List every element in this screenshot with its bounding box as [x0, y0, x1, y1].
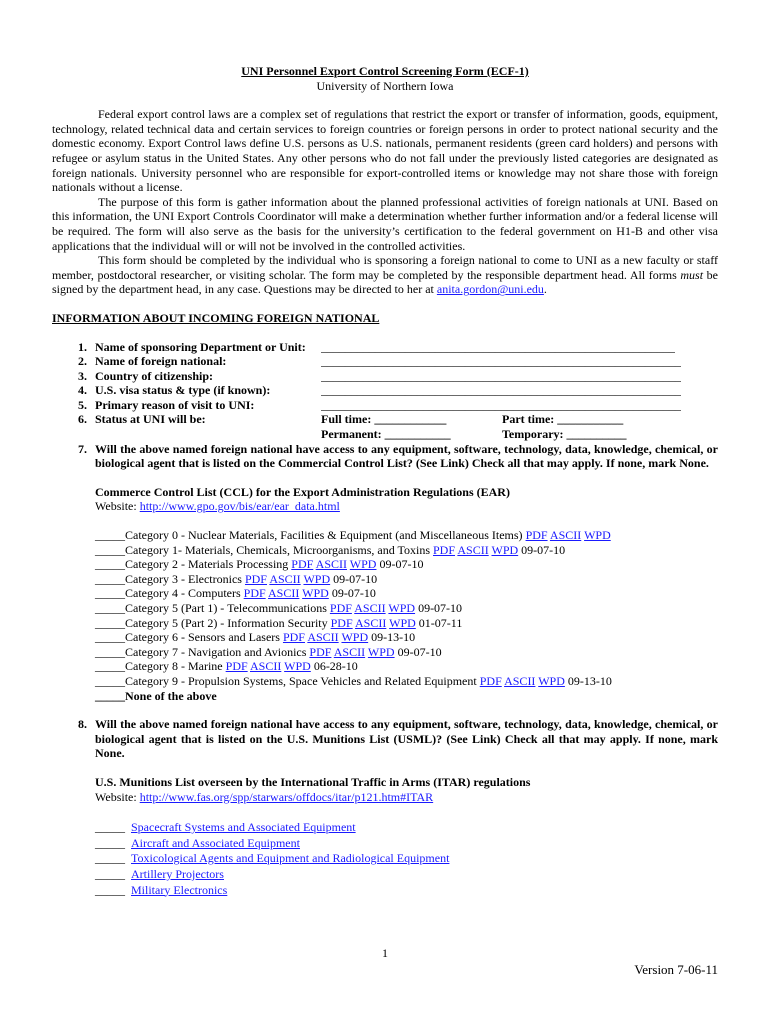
ccl-website: Website: http://www.gpo.gov/bis/ear/ear_data.html [95, 499, 340, 514]
checkbox-blank[interactable]: _____ [95, 528, 125, 543]
permanent-field[interactable]: Permanent: ___________ [321, 427, 451, 442]
pdf-link[interactable]: PDF [479, 673, 502, 688]
section-heading: INFORMATION ABOUT INCOMING FOREIGN NATIONAL [52, 310, 380, 325]
usml-title: U.S. Munitions List overseen by the International Traffic in Arms (ITAR) regulations [95, 774, 531, 789]
ascii-link[interactable]: ASCII [457, 542, 489, 557]
checkbox-blank[interactable]: _____ [95, 644, 125, 659]
pdf-link[interactable]: PDF [330, 615, 353, 630]
ccl-none-item: _____None of the above [95, 688, 217, 703]
checkbox-blank[interactable]: _____ [95, 882, 125, 897]
ascii-link[interactable]: ASCII [307, 630, 339, 645]
usml-item-link[interactable]: Artillery Projectors [131, 866, 224, 881]
intro-paragraph-2: The purpose of this form is gather information about the planned professional activities of foreign nationals at UNI. Based on this information, the UNI Export Controls Coordinator will make a determination whether further information and/or a federal license will be required. The form will also serve as the basis for the university’s certification to the federal government on H1-B and other visa applications that the individual will or will not be involved in the controlled activities. [52, 194, 718, 253]
usml-website-link[interactable]: http://www.fas.org/spp/starwars/offdocs/itar/p121.htm#ITAR [139, 789, 434, 804]
field-row: 3. Country of citizenship: ____________________________________________________________ [78, 368, 681, 383]
ccl-category-item: _____Category 9 - Propulsion Systems, Space Vehicles and Related Equipment PDF ASCII WPD 09-13-10 [95, 673, 612, 688]
ccl-category-list [95, 528, 718, 703]
ascii-link[interactable]: ASCII [268, 586, 300, 601]
pdf-link[interactable]: PDF [309, 644, 332, 659]
checkbox-blank[interactable]: _____ [95, 659, 125, 674]
pdf-link[interactable]: PDF [525, 528, 548, 543]
ascii-link[interactable]: ASCII [504, 673, 536, 688]
ccl-category-item: _____Category 7 - Navigation and Avionics PDF ASCII WPD 09-07-10 [95, 644, 442, 659]
status-row: 6. Status at UNI will be: Full time: ____________ Part time: ___________ Permanent: ___________ Temporary: __________ [78, 412, 627, 442]
wpd-link[interactable]: WPD [302, 586, 329, 601]
wpd-link[interactable]: WPD [341, 630, 369, 645]
version-label: Version 7-06-11 [634, 962, 718, 977]
pdf-link[interactable]: PDF [244, 571, 267, 586]
checkbox-blank[interactable]: _____ [95, 866, 125, 881]
form-title: UNI Personnel Export Control Screening Form (ECF-1) [241, 64, 529, 78]
field-label: Name of sponsoring Department or Unit: [95, 339, 306, 354]
wpd-link[interactable]: WPD [538, 673, 565, 688]
ccl-category-item: _____Category 5 (Part 2) - Information Security PDF ASCII WPD 01-07-11 [95, 615, 463, 630]
ascii-link[interactable]: ASCII [549, 528, 582, 543]
pdf-link[interactable]: PDF [329, 601, 352, 615]
usml-item [95, 883, 718, 899]
checkbox-blank[interactable]: _____ [95, 615, 125, 630]
usml-item [95, 851, 718, 867]
wpd-link[interactable]: WPD [303, 571, 331, 586]
contact-email-link[interactable]: anita.gordon@uni.edu [436, 282, 544, 297]
usml-item [95, 820, 718, 836]
checkbox-blank[interactable]: _____ [95, 835, 125, 850]
temporary-field[interactable]: Temporary: __________ [502, 427, 627, 442]
part-time-field[interactable]: Part time: ___________ [502, 412, 624, 427]
ccl-website-link[interactable]: http://www.gpo.gov/bis/ear/ear_data.html [139, 499, 340, 514]
ccl-category-item: _____Category 2 - Materials Processing PDF ASCII WPD 09-07-10 [95, 557, 424, 572]
field-label: U.S. visa status & type (if known): [95, 383, 271, 398]
department-input[interactable]: ___________________________________________________________ [321, 339, 675, 354]
field-list [52, 340, 718, 442]
ccl-category-item: _____Category 3 - Electronics PDF ASCII WPD 09-07-10 [95, 571, 378, 586]
ascii-link[interactable]: ASCII [250, 659, 282, 674]
intro-paragraph-3: This form should be completed by the individual who is sponsoring a foreign national to come to UNI as a new faculty or staff member, postdoctoral researcher, or visiting scholar. The form may be completed by the responsible department head. All forms must be signed by the department head, in any case. Questions may be directed to her at anita.gordon@uni.edu. [52, 253, 718, 297]
usml-item [95, 867, 718, 883]
ccl-title: Commerce Control List (CCL) for the Export Administration Regulations (EAR) [95, 484, 510, 499]
usml-item-link[interactable]: Toxicological Agents and Equipment and Radiological Equipment [131, 851, 450, 866]
ccl-category-item: _____Category 0 - Nuclear Materials, Facilities & Equipment (and Miscellaneous Items) PDF ASCII WPD [95, 528, 611, 543]
checkbox-blank[interactable]: _____ [95, 557, 125, 572]
wpd-link[interactable]: WPD [388, 601, 416, 615]
checkbox-blank[interactable]: _____ [95, 630, 125, 645]
citizenship-input[interactable]: ____________________________________________________________ [321, 368, 681, 383]
usml-block [95, 775, 718, 898]
checkbox-blank[interactable]: _____ [95, 601, 125, 615]
ccl-category-item: _____Category 6 - Sensors and Lasers PDF ASCII WPD 09-13-10 [95, 630, 416, 645]
ccl-category-item: _____Category 4 - Computers PDF ASCII WPD 09-07-10 [95, 586, 376, 601]
checkbox-blank[interactable]: _____ [95, 673, 125, 688]
usml-item-link[interactable]: Spacecraft Systems and Associated Equipment [131, 820, 356, 835]
form-subtitle: University of Northern Iowa [316, 78, 454, 93]
pdf-link[interactable]: PDF [243, 586, 266, 601]
checkbox-blank[interactable]: _____ [95, 820, 125, 835]
ccl-category-item: _____Category 8 - Marine PDF ASCII WPD 06-28-10 [95, 659, 358, 674]
wpd-link[interactable]: WPD [349, 557, 377, 572]
pdf-link[interactable]: PDF [433, 542, 456, 557]
intro-paragraph-1: Federal export control laws are a complex set of regulations that restrict the export or transfer of information, goods, equipment, technology, related technical data and certain services to foreign countries or foreign persons in order to protect national security and the domestic economy. Export Control laws define U.S. persons as U.S. nationals, permanent residents (green card holders) and persons with refugee or asylum status in the United States. Any other persons who do not fall under the previously listed categories are designated as foreign nationals. University personnel who are responsible for export-controlled items or knowledge may not share those with foreign nationals without a license. [52, 107, 718, 195]
checkbox-blank[interactable]: _____ [95, 542, 125, 557]
usml-item-link[interactable]: Aircraft and Associated Equipment [131, 835, 300, 850]
ascii-link[interactable]: ASCII [269, 571, 301, 586]
field-row: 1. Name of sponsoring Department or Unit: ___________________________________________________________ [78, 339, 675, 354]
ccl-block [95, 485, 718, 703]
question-8: 8. Will the above named foreign national have access to any equipment, software, technology, data, knowledge, chemical, or biological agent that is listed on the U.S. Munitions List (USML)? (See Link) Check all that may apply. If none, mark None. [78, 717, 718, 761]
pdf-link[interactable]: PDF [282, 630, 305, 645]
checkbox-blank[interactable]: _____ [95, 571, 125, 586]
field-row: 2. Name of foreign national: ____________________________________________________________ [78, 354, 681, 369]
ccl-category-item: _____Category 1- Materials, Chemicals, Microorganisms, and Toxins PDF ASCII WPD 09-07-10 [95, 542, 566, 557]
checkbox-blank[interactable]: _____ [95, 586, 125, 601]
field-label: Status at UNI will be: [95, 412, 206, 427]
field-row: 5. Primary reason of visit to UNI: ____________________________________________________________ [78, 397, 681, 412]
wpd-link[interactable]: WPD [367, 644, 395, 659]
page-number: 1 [382, 946, 388, 960]
field-label: Country of citizenship: [95, 368, 213, 383]
wpd-link[interactable]: WPD [491, 542, 519, 557]
visa-status-input[interactable]: ____________________________________________________________ [321, 383, 681, 398]
usml-item-link[interactable]: Military Electronics [131, 882, 228, 897]
field-label: Name of foreign national: [95, 354, 227, 369]
ccl-category-item: _____Category 5 (Part 1) - Telecommunications PDF ASCII WPD 09-07-10 [95, 601, 463, 615]
field-row: 4. U.S. visa status & type (if known): ____________________________________________________________ [78, 383, 681, 398]
checkbox-blank[interactable]: _____ [95, 851, 125, 866]
pdf-link[interactable]: PDF [291, 557, 314, 572]
ascii-link[interactable]: ASCII [315, 557, 347, 572]
wpd-link[interactable]: WPD [284, 659, 311, 674]
ascii-link[interactable]: ASCII [354, 601, 386, 615]
wpd-link[interactable]: WPD [389, 615, 416, 630]
visit-reason-input[interactable]: ____________________________________________________________ [321, 397, 681, 412]
usml-item-list [95, 820, 718, 898]
usml-item [95, 836, 718, 852]
full-time-field[interactable]: Full time: ____________ [321, 412, 447, 427]
ascii-link[interactable]: ASCII [333, 644, 366, 659]
foreign-national-name-input[interactable]: ____________________________________________________________ [321, 354, 681, 369]
pdf-link[interactable]: PDF [225, 659, 248, 674]
document-body [52, 64, 718, 898]
wpd-link[interactable]: WPD [584, 528, 611, 543]
ascii-link[interactable]: ASCII [354, 615, 387, 630]
field-label: Primary reason of visit to UNI: [95, 397, 255, 412]
checkbox-blank[interactable]: _____ [95, 688, 125, 703]
usml-website: Website: http://www.fas.org/spp/starwars/offdocs/itar/p121.htm#ITAR [95, 789, 434, 804]
question-7: 7. Will the above named foreign national have access to any equipment, software, technology, data, knowledge, chemical, or biological agent that is listed on the Commercial Control List? (See Link) Check all that may apply. If none, mark None. [78, 441, 718, 471]
